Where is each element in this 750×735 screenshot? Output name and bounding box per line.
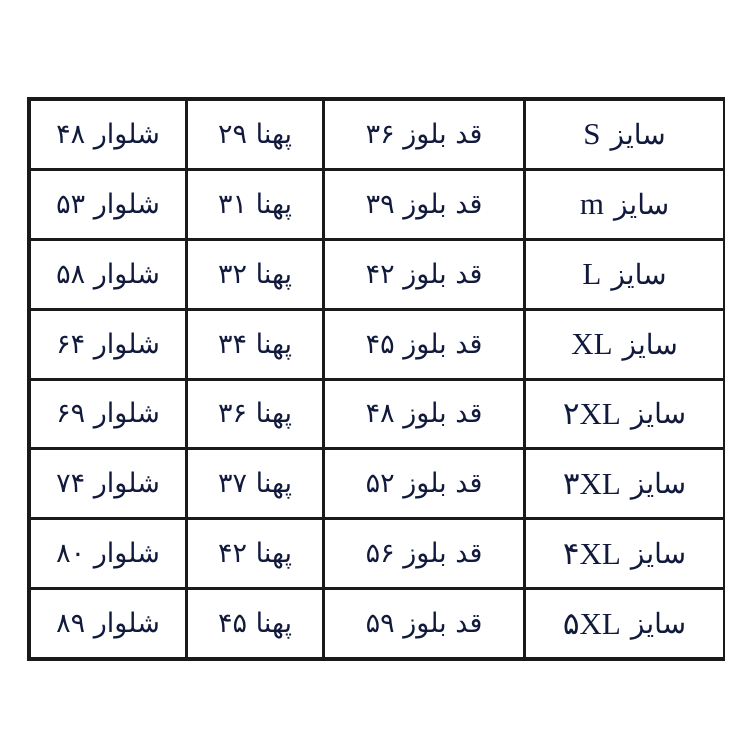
size-label: سایز — [611, 257, 667, 291]
size-code: ۵XL — [562, 605, 621, 641]
size-cell — [526, 171, 723, 238]
size-code: ۴XL — [562, 535, 621, 571]
width-value: پهنا ۳۷ — [218, 468, 292, 500]
pants-cell — [31, 171, 185, 238]
size-label: سایز — [613, 187, 670, 221]
pants-cell — [31, 590, 185, 657]
width-cell — [188, 241, 322, 308]
height-cell — [325, 381, 523, 448]
size-cell — [526, 450, 723, 517]
height-cell — [325, 171, 523, 238]
pants-value: شلوار ۵۳ — [56, 188, 160, 220]
width-value: پهنا ۳۱ — [218, 188, 292, 220]
width-cell — [188, 101, 322, 168]
pants-cell — [31, 101, 185, 168]
height-cell — [325, 520, 523, 587]
size-code: m — [579, 186, 604, 222]
size-code: XL — [571, 326, 613, 362]
size-cell — [526, 241, 723, 308]
pants-value: شلوار ۵۸ — [56, 258, 160, 290]
width-cell — [188, 520, 322, 587]
pants-cell — [31, 520, 185, 587]
height-value: قد بلوز ۵۲ — [365, 468, 483, 500]
width-cell — [188, 381, 322, 448]
width-value: پهنا ۴۲ — [218, 538, 292, 570]
size-label: سایز — [630, 537, 687, 571]
height-value: قد بلوز ۴۲ — [365, 258, 483, 290]
height-cell — [325, 101, 523, 168]
pants-cell — [31, 241, 185, 308]
height-cell — [325, 590, 523, 657]
pants-value: شلوار ۸۰ — [56, 538, 160, 570]
height-value: قد بلوز ۴۸ — [365, 398, 483, 430]
width-value: پهنا ۳۶ — [218, 398, 292, 430]
width-value: پهنا ۳۴ — [218, 328, 292, 360]
size-code: S — [583, 116, 601, 152]
size-label: سایز — [622, 327, 678, 361]
size-cell — [526, 101, 723, 168]
height-cell — [325, 311, 523, 378]
size-code: ۳XL — [562, 465, 621, 501]
width-cell — [188, 171, 322, 238]
size-code: ۲XL — [562, 395, 621, 431]
size-cell — [526, 311, 723, 378]
width-cell — [188, 311, 322, 378]
pants-cell — [31, 381, 185, 448]
height-cell — [325, 241, 523, 308]
size-code: L — [582, 256, 602, 292]
width-cell — [188, 590, 322, 657]
height-value: قد بلوز ۵۹ — [365, 608, 483, 640]
pants-value: شلوار ۶۹ — [56, 398, 160, 430]
height-value: قد بلوز ۴۵ — [365, 328, 483, 360]
height-cell — [325, 450, 523, 517]
size-label: سایز — [630, 467, 687, 501]
width-cell — [188, 450, 322, 517]
pants-cell — [31, 450, 185, 517]
height-value: قد بلوز ۵۶ — [365, 538, 483, 570]
height-value: قد بلوز ۳۹ — [365, 188, 483, 220]
pants-value: شلوار ۷۴ — [56, 468, 160, 500]
height-value: قد بلوز ۳۶ — [365, 118, 483, 150]
pants-value: شلوار ۶۴ — [56, 328, 160, 360]
size-cell — [526, 590, 723, 657]
width-value: پهنا ۴۵ — [218, 608, 292, 640]
width-value: پهنا ۳۲ — [218, 258, 292, 290]
pants-value: شلوار ۸۹ — [56, 608, 160, 640]
size-label: سایز — [630, 397, 687, 431]
size-label: سایز — [630, 607, 687, 641]
size-table — [27, 97, 725, 661]
pants-cell — [31, 311, 185, 378]
pants-value: شلوار ۴۸ — [56, 118, 160, 150]
size-label: سایز — [610, 117, 666, 151]
size-cell — [526, 520, 723, 587]
width-value: پهنا ۲۹ — [218, 118, 292, 150]
size-cell — [526, 381, 723, 448]
